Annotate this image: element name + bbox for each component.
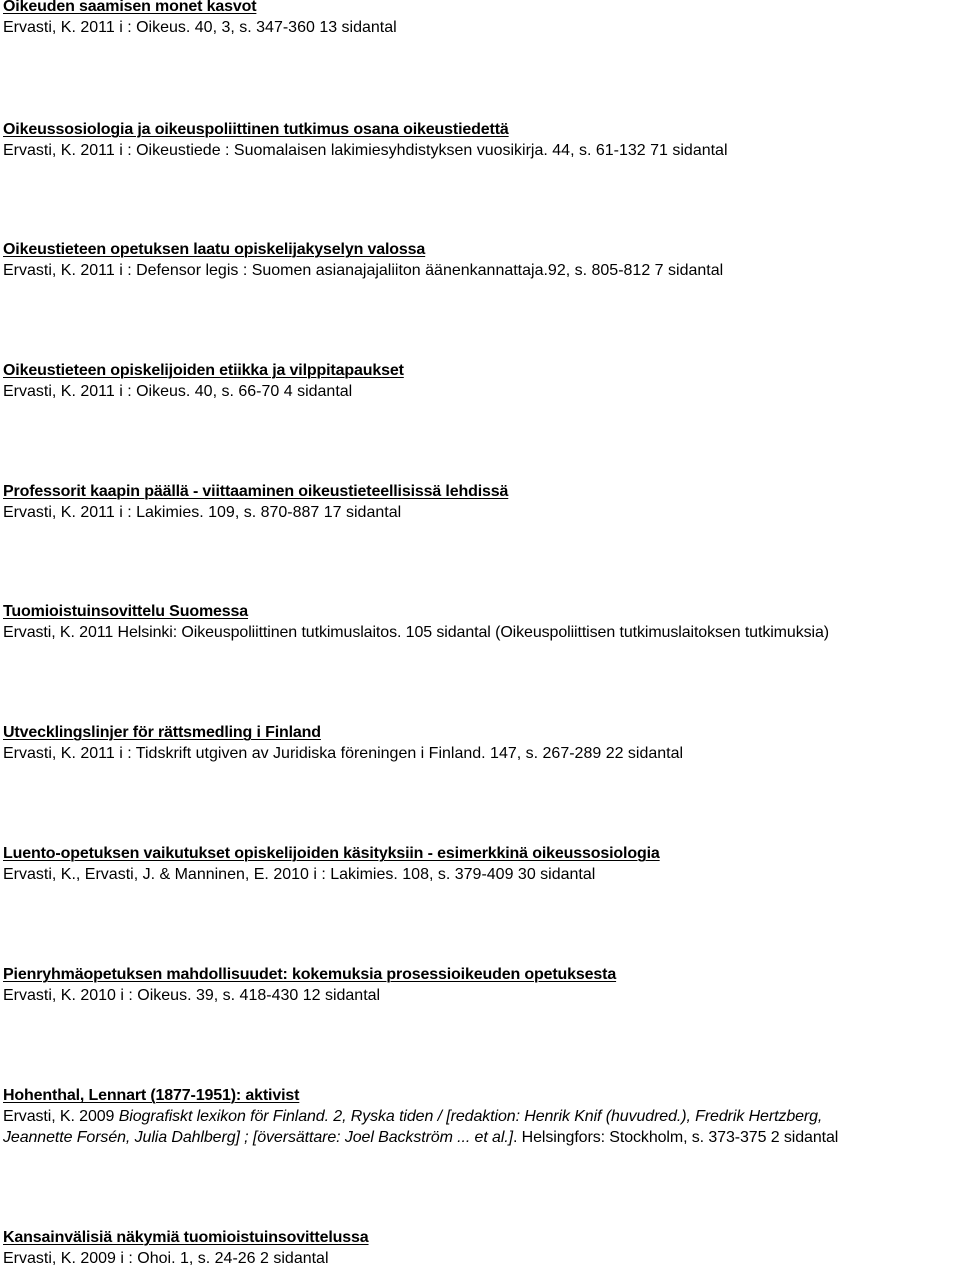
publication-entry: [3, 360, 958, 402]
publication-title-link[interactable]: Oikeussosiologia ja oikeuspoliittinen tutkimus osana oikeustiedettä: [3, 121, 509, 138]
citation-source-title-cont: Jeannette Forsén, Julia Dahlberg] ; [översättare: Joel Backström ... et al.]: [3, 1129, 513, 1146]
publication-title-link[interactable]: Hohenthal, Lennart (1877-1951): aktivist: [3, 1087, 300, 1104]
publication-title-link[interactable]: Kansainvälisiä näkymiä tuomioistuinsovittelussa: [3, 1229, 369, 1246]
publication-title-link[interactable]: Luento-opetuksen vaikutukset opiskelijoiden käsityksiin - esimerkkinä oikeussosiologia: [3, 845, 660, 862]
publication-citation: Ervasti, K. 2009 i : Ohoi. 1, s. 24-26 2 sidantal: [3, 1250, 329, 1267]
publication-citation: [3, 1106, 958, 1148]
citation-source-title: Biografiskt lexikon för Finland. 2, Ryska tiden / [redaktion: Henrik Knif (huvudred.), Fredrik Hertzberg,: [118, 1108, 823, 1125]
publication-citation: Ervasti, K. 2011 i : Oikeustiede : Suomalaisen lakimiesyhdistyksen vuosikirja. 44, s. 61-132 71 sidantal: [3, 142, 728, 159]
publication-entry: [3, 0, 958, 38]
publication-citation: Ervasti, K. 2010 i : Oikeus. 39, s. 418-430 12 sidantal: [3, 987, 381, 1004]
publication-entry: [3, 722, 958, 764]
publication-entry: [3, 1227, 958, 1269]
publication-title-link[interactable]: Professorit kaapin päällä - viittaaminen oikeustieteellisissä lehdissä: [3, 483, 509, 500]
publication-entry: [3, 964, 958, 1006]
citation-author-year: Ervasti, K. 2009: [3, 1108, 119, 1125]
publication-entry: [3, 1085, 958, 1148]
publication-title-link[interactable]: Oikeustieteen opiskelijoiden etiikka ja vilppitapaukset: [3, 362, 404, 379]
publication-title-link[interactable]: Utvecklingslinjer för rättsmedling i Finland: [3, 724, 321, 741]
publication-citation: Ervasti, K. 2011 i : Oikeus. 40, 3, s. 347-360 13 sidantal: [3, 19, 397, 36]
publication-title-link[interactable]: Tuomioistuinsovittelu Suomessa: [3, 603, 249, 620]
publication-citation: Ervasti, K. 2011 i : Lakimies. 109, s. 870-887 17 sidantal: [3, 504, 402, 521]
publication-citation: Ervasti, K. 2011 i : Defensor legis : Suomen asianajajaliiton äänenkannattaja.92, s. 805-812 7 sidantal: [3, 262, 724, 279]
publication-entry: [3, 119, 958, 161]
citation-publisher-pages: . Helsingfors: Stockholm, s. 373-375 2 sidantal: [512, 1129, 839, 1146]
publication-citation: Ervasti, K. 2011 i : Oikeus. 40, s. 66-70 4 sidantal: [3, 383, 353, 400]
publication-title-link[interactable]: Oikeustieteen opetuksen laatu opiskelijakyselyn valossa: [3, 241, 426, 258]
publication-entry: [3, 843, 958, 885]
publication-entry: [3, 601, 958, 643]
publication-citation: Ervasti, K. 2011 Helsinki: Oikeuspoliittinen tutkimuslaitos. 105 sidantal (Oikeuspoliittisen tutkimuslaitoksen tutkimuksia): [3, 624, 829, 641]
publication-citation: Ervasti, K. 2011 i : Tidskrift utgiven av Juridiska föreningen i Finland. 147, s. 267-289 22 sidantal: [3, 745, 684, 762]
publication-title-link[interactable]: Pienryhmäopetuksen mahdollisuudet: kokemuksia prosessioikeuden opetuksesta: [3, 966, 617, 983]
publication-citation: Ervasti, K., Ervasti, J. & Manninen, E. 2010 i : Lakimies. 108, s. 379-409 30 sidantal: [3, 866, 596, 883]
publication-entry: [3, 239, 958, 281]
publication-entry: [3, 481, 958, 523]
publication-title-link[interactable]: Oikeuden saamisen monet kasvot: [3, 0, 257, 15]
